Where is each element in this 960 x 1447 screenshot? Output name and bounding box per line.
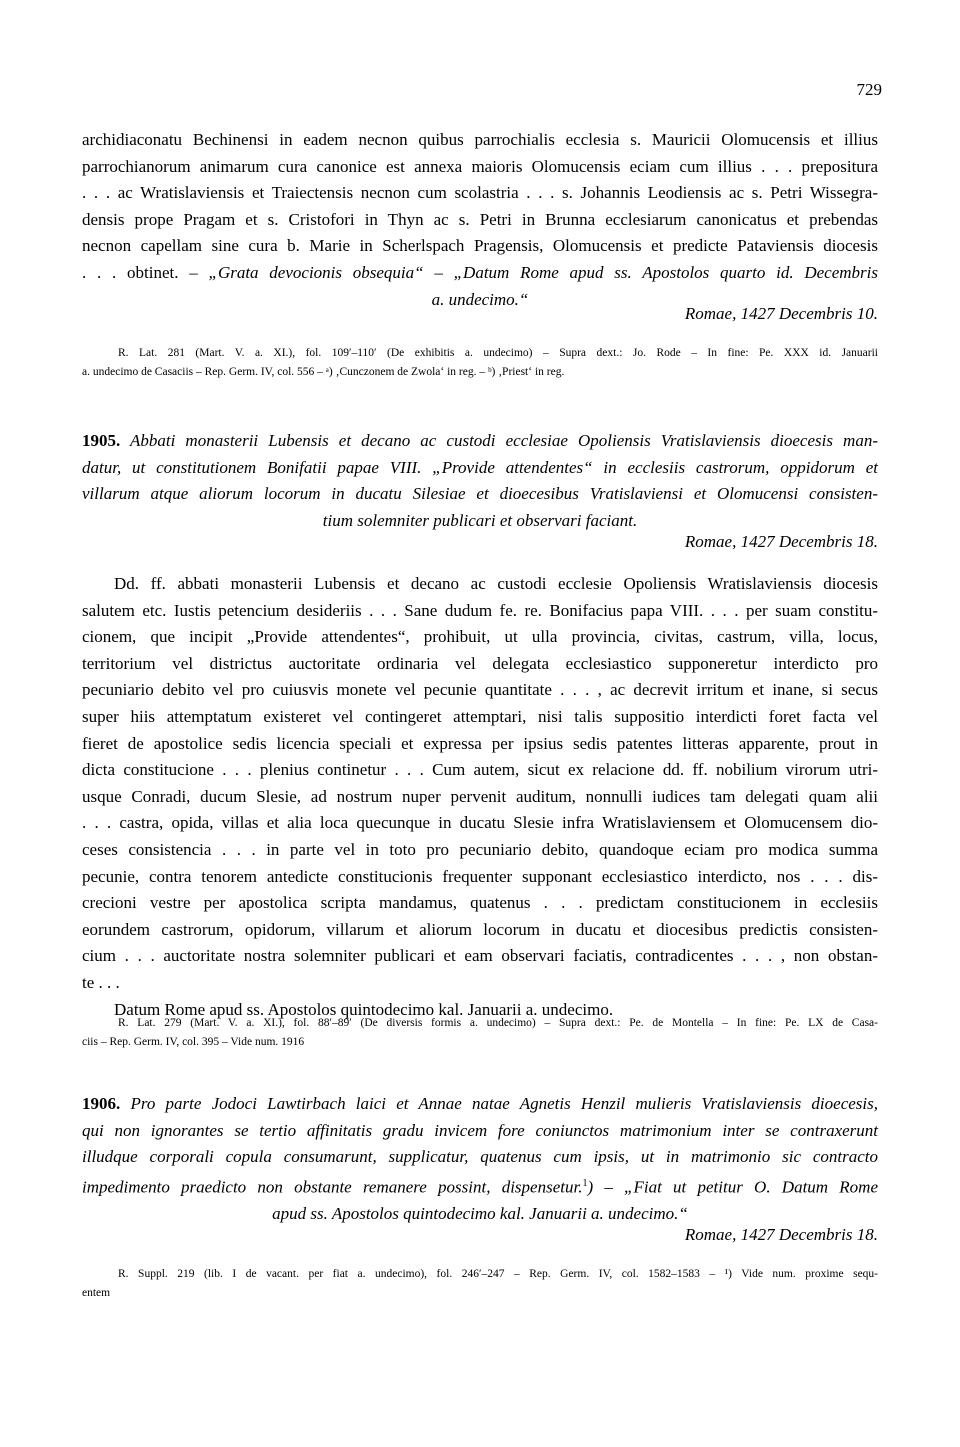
entry-1906-summary [82,1091,878,1228]
text-fragment: Abbati monasterii Lubensis et decano ac custodi ecclesiae Opoliensis Vratislaviensis dioecesis man- [120,431,878,450]
quoted-formula: „Grata devocionis obsequia“ – „Datum Rome apud ss. Apostolos quarto id. Decembris [208,262,878,282]
text-line: crecioni vestre per apostolica scripta mandamus, quatenus . . . predictam constitucionem in ecclesiis [82,893,878,913]
text-line: . . . ac Wratislaviensis et Traiectensis necnon cum scolastria . . . s. Johannis Leodiensis ac s. Petri Wissegra- [82,183,878,203]
entry-number: 1905. [82,431,121,450]
text-line: cium . . . auctoritate nostra solemniter publicari et eam observari faciatis, contradicentes . . . , non obstan- [82,946,878,966]
note-line: a. undecimo de Casaciis – Rep. Germ. IV, col. 556 – ᵃ) ‚Cunczonem de Zwola‘ in reg. – ᵇ) ‚Priest‘ in reg. [82,366,565,378]
note-line: R. Suppl. 219 (lib. I de vacant. per fiat a. undecimo), fol. 246′–247 – Rep. Germ. IV, col. 1582–1583 – ¹) Vide num. proxime sequ- [118,1268,878,1280]
text-line: necnon capellam sine cura b. Marie in Scherlspach Pragensis, Olomucensis et predicte Pataviensis diocesis [82,236,878,256]
dateline-1905: Romae, 1427 Decembris 18. [684,532,878,551]
text-fragment: Pro parte Jodoci Lawtirbach laici et Annae natae Agnetis Henzil mulieris Vratislaviensis dioecesis, [120,1094,878,1113]
entry-1905-text [82,571,878,1023]
summary-line: illudque corporali copula consumarunt, supplicatur, quatenus cum ipsis, ut in matrimonio sic contracto [82,1147,878,1167]
entry-number: 1906. [82,1094,121,1113]
summary-line: villarum atque aliorum locorum in ducatu Silesiae et dioecesibus Vratislaviensi et Olomucensi consisten- [82,484,878,504]
text-line: eorundem castrorum, opidorum, villarum et aliorum locorum in ducatu et diocesibus predictis consisten- [82,919,878,939]
summary-line: datur, ut constitutionem Bonifatii papae VIII. „Provide attendentes“ in ecclesiis castrorum, oppidorum et [82,457,878,477]
summary-line: apud ss. Apostolos quintodecimo kal. Januarii a. undecimo.“ [272,1204,688,1224]
text-line: . . . castra, opida, villas et alia loca quecunque in ducatu Slesie infra Wratislaviensem et Olomucensem dio- [82,813,878,833]
text-line: pecunie, contra tenorem antedicte constitucionis frequenter supponant ecclesiastico interdicto, nos . . . dis- [82,866,878,886]
text-line: te . . . [82,972,120,992]
text-line: parrochianorum animarum cura canonice est annexa maioris Olomucensis eciam cum illius . . . prepositura [82,156,878,176]
note-1905 [82,1014,878,1052]
summary-line: tium solemniter publicari et observari faciant. [322,510,638,530]
note-line: R. Lat. 279 (Mart. V. a. XI.), fol. 88′–89′ (De diversis formis a. undecimo) – Supra dext.: Pe. de Montella – In fine: Pe. LX de Casa- [118,1017,878,1029]
footnote-marker: 1 [582,1177,588,1189]
text-line: super hiis attemptatum existeret vel contingeret attemptari, nisi talis suppositio interdicti foret facta vel [82,706,878,726]
summary-line [82,1091,878,1118]
datum-line: Datum Rome apud ss. Apostolos quintodecimo kal. Januarii a. undecimo. [114,999,614,1019]
text-fragment: ) – „Fiat ut petitur O. Datum Rome [587,1177,878,1197]
summary-line [82,428,878,455]
note-line: R. Lat. 281 (Mart. V. a. XI.), fol. 109′–110′ (De exhibitis a. undecimo) – Supra dext.: Jo. Rode – In fine: Pe. XXX id. Januarii [118,347,878,359]
text-line: densis prope Pragam et s. Cristofori in Thyn ac s. Petri in Brunna ecclesiarum canonicatus et prebendas [82,209,878,229]
summary-line [82,1171,878,1201]
note-1904 [82,344,878,382]
dateline-1906: Romae, 1427 Decembris 18. [684,1225,878,1244]
entry-1905-summary [82,428,878,534]
summary-line: qui non ignorantes se tertio affinitatis gradu invicem fore coniunctos matrimonium inter se contraxerunt [82,1120,878,1140]
text-line: salutem etc. Iustis petencium desideriis . . . Sane dudum fe. re. Bonifacius papa VIII. . . . per suam constitu- [82,600,878,620]
text-line: archidiaconatu Bechinensi in eadem necnon quibus parrochialis ecclesia s. Mauricii Olomucensis et illius [82,130,878,149]
dateline-1904: Romae, 1427 Decembris 10. [684,304,878,323]
note-line: ciis – Rep. Germ. IV, col. 395 – Vide num. 1916 [82,1036,305,1048]
text-line: a. undecimo.“ [431,289,529,309]
text-line: cionem, que incipit „Provide attendentes“, prohibuit, ut ulla provincia, civitas, castrum, villa, locus, [82,627,878,647]
page-number: 729 [856,80,882,99]
note-line: entem [82,1287,111,1299]
text-fragment: impedimento praedicto non obstante remanere possint, dispensetur. [82,1177,583,1197]
entry-1904-text [82,127,878,313]
text-fragment: . . . obtinet. – [82,262,209,282]
text-line: ceses consistencia . . . in parte vel in toto pro pecuniario debito, quandoque eciam pro modica summa [82,839,878,859]
text-line: territorium vel districtus auctoritate ordinaria vel delegata ecclesiastico supponeretur interdicto pro [82,653,878,673]
text-line: usque Conradi, ducum Slesie, ad nostrum nuper pervenit auditum, nonnulli iudices tam delegati quam alii [82,786,878,806]
text-line: pecuniario debito vel pro cuiusvis monete vel pecunie quantitate . . . , ac decrevit irritum et inane, si secus [82,680,878,700]
text-line: fieret de apostolice sedis licencia speciali et expressa per ipsius sedis patentes litteras apparente, prout in [82,733,878,753]
note-1906 [82,1265,878,1303]
text-line: Dd. ff. abbati monasterii Lubensis et decano ac custodi ecclesie Opoliensis Wratislaviensis diocesis [114,574,878,593]
text-line [82,260,878,287]
text-line: dicta constitucione . . . plenius continetur . . . Cum autem, sicut ex relacione dd. ff. nobilium virorum utri- [82,760,878,780]
